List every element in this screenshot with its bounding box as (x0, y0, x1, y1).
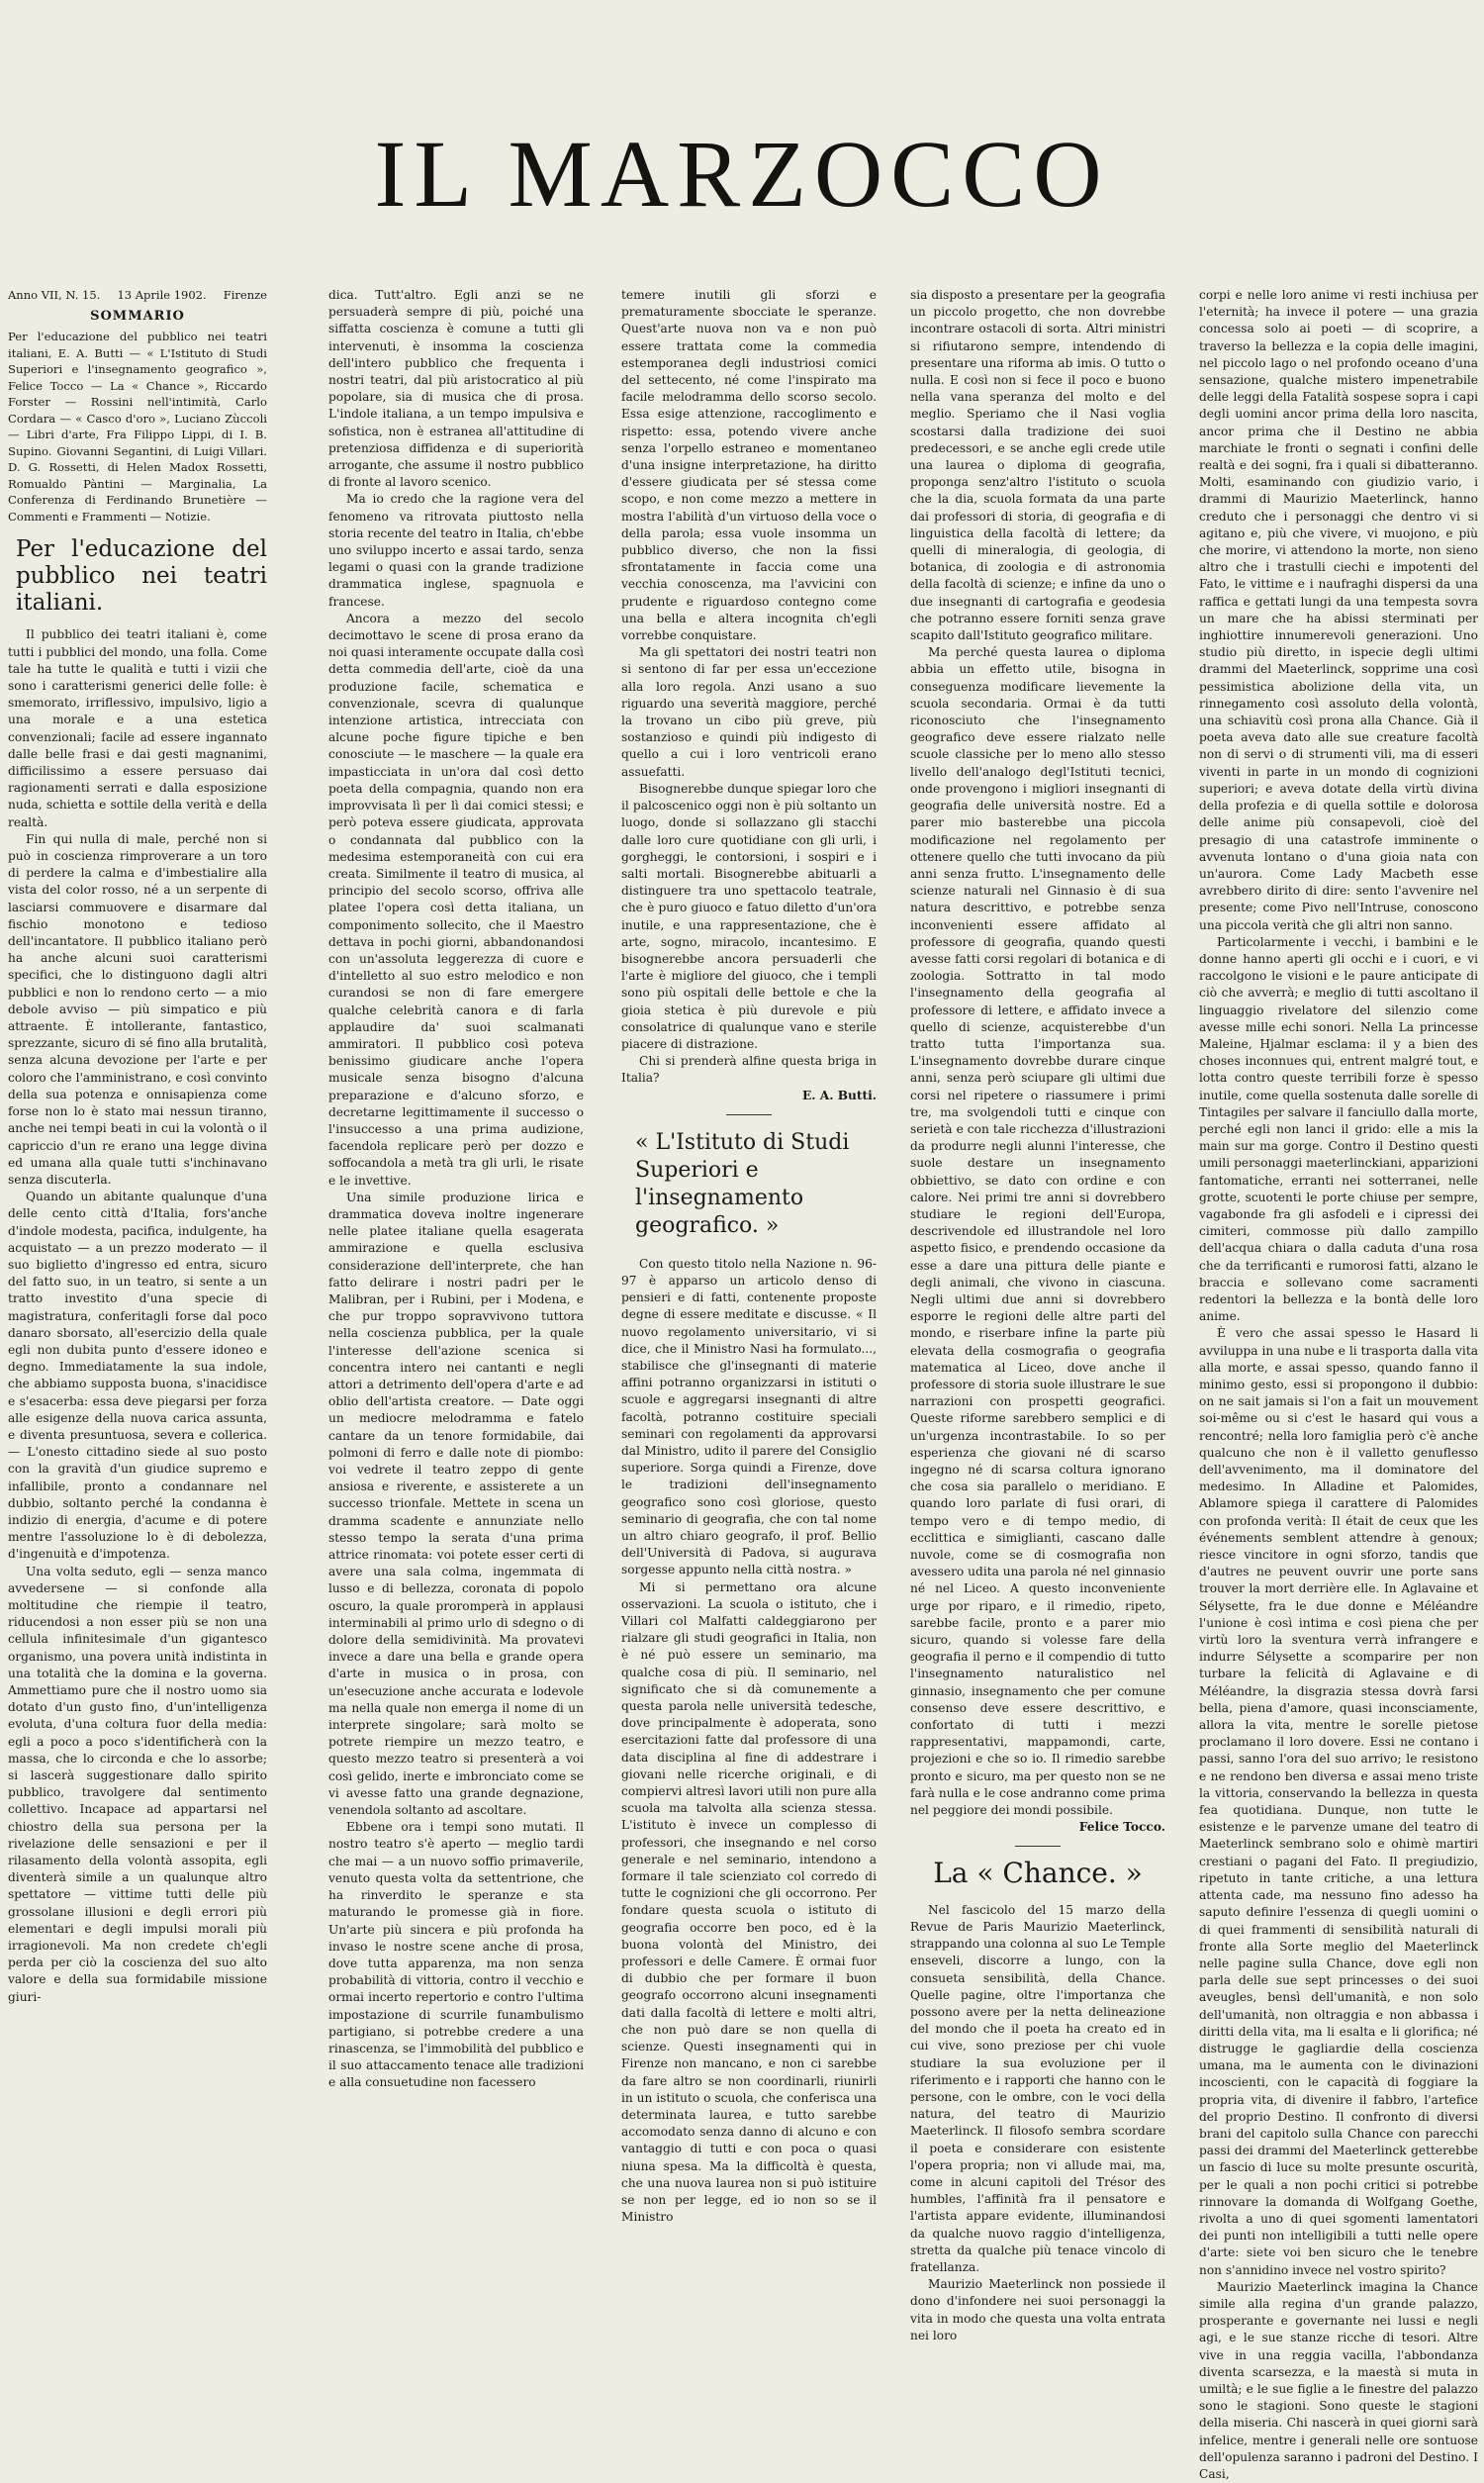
article-1-paragraph: Quando un abitante qualunque d'una delle cento città d'Italia, fors'anche d'indole modesta, pacifica, indulgente, ha acquistato — a un prezzo moderato — il suo biglietto d'ingresso ed entra, sicuro del fatto suo, in un teatro, si sente a un tratto investito d'una specie di magistratura, conferitagli forse dal poco danaro sborsato, all'esercizio della quale egli non dubita punto d'essere idoneo e degno. Immediatamente la sua indole, che abbiamo supposta buona, s'inacidisce e s'esacerba: essa deve piegarsi per forza alle esigenze della nuova carica assunta, e diventa presuntuosa, severa e collerica. — L'onesto cittadino siede al suo posto con la gravità d'un giudice supremo e infallibile, pronto a condannare nel dubbio, soltanto perché la condanna è indizio di energia, d'acume e di potere mentre l'assoluzione lo è di debolezza, d'ingenuità e d'impotenza. (8, 1190, 267, 1562)
issue-line (8, 287, 267, 304)
article-1-paragraph: Bisognerebbe dunque spiegar loro che il palcoscenico oggi non è più soltanto un luogo, donde si sollazzano gli stacchi dalle loro cure quotidiane con gli urli, i gorgheggi, le contorsioni, i sospiri e i salti mortali. Bisognerebbe abituarli a distinguere tra uno spettacolo teatrale, che è puro giuoco e fatuo diletto d'un'ora inutile, e una rappresentazione, che è arte, sogno, miracolo, incantesimo. E bisognerebbe ancora persuaderli che l'arte è migliore del giuoco, che i templi sono più ospitali delle bettole e che la gioia stetica è più durevole e più consolatrice di qualunque vano e sterile piacere di distrazione. (621, 781, 877, 1051)
article-3-paragraph: Maurizio Maeterlinck non possiede il dono d'infondere nei suoi personaggi la vita in modo che questa una volta entrata nei loro (910, 2277, 1165, 2342)
issue-number: Anno VII, N. 15. (8, 288, 101, 302)
column-2 (328, 287, 584, 2090)
masthead-title: IL MARZOCCO (374, 121, 1110, 227)
column-1 (8, 287, 267, 2009)
article-1-paragraph: Ancora a mezzo del secolo decimottavo le scene di prosa erano da noi quasi interamente occupate dalla così detta commedia dell'arte, cioè da una produzione facile, schematica e convenzionale, scevra di qualunque intenzione artistica, intrecciata con alcune poche figure tipiche e ben conosciute — le maschere — la quale era impasticciata in un'ora dal così detto poeta della compagnia, quando non era improvvisata lì per lì dai comici stessi; e però poteva essere giudicata, approvata o condannata dal pubblico con la medesima estemporaneità con cui era creata. Similmente il teatro di musica, al principio del secolo scorso, offriva alle platee l'opera così detta italiana, un componimento sollecito, che il Maestro dettava in pochi giorni, abbandonandosi con un'assoluta leggerezza di cuore e d'intelletto al suo estro melodico e non curandosi se non di fare emergere qualche celebrità canora e di farla applaudire da' suoi scalmanati ammiratori. Il pubblico così poteva benissimo giudicare anche l'opera musicale senza bisogno d'alcuna preparazione e d'alcuno sforzo, e decretarne legittimamente il successo o l'insuccesso a una prima audizione, facendola replicare però per dozzo e soffocandola a metà tra gli urli, le risate e le invettive. (328, 611, 584, 1188)
article-3-paragraph: corpi e nelle loro anime vi resti inchiusa per l'eternità; ha invece il potere — una grazia concessa solo ai poeti — di scoprire, a traverso la bellezza e la copia delle imagini, nel piccolo lago o nel profondo oceano d'una sensazione, qualche mistero impenetrabile delle leggi della Fatalità sospese sopra i capi degli uomini ancor prima della loro nascita, ancor prima che il Destino ne abbia marchiate le fronti o segnati i confini delle realtà e dei sogni, fra i quali si dibatteranno. Molti, esaminando con giudizio vario, i drammi di Maurizio Maeterlinck, hanno creduto che i personaggi che dentro vi si agitano e, più che vivere, vi muojono, e più che morire, vi attendono la morte, non sieno altro che i trastulli ciechi e impotenti del Fato, le vittime e i naufraghi dispersi da una raffica e gettati lungi da una tempesta sovra un mare che ha abissi sterminati per inghiottire innumerevoli generazioni. Uno studio più diretto, in ispecie degli ultimi drammi del Maeterlinck, sopprime una così pessimistica abolizione della vita, un rinnegamento così assoluto della volontà, una schiavitù così prona alla Chance. Già il poeta aveva dato alle sue creature facoltà non di servi o di strumenti vili, ma di esseri viventi in parte in un mondo di cognizioni superiori; e aveva dotate della virtù divina della profezia e di quella sottile e dolorosa delle anime più consapevoli, cioè del presagio di una catastrofe imminente o avvenuta lontano o d'una gioia nata con un'aurora. Come Lady Macbeth esse avrebbero dirito di dire: sento l'avvenire nel presente; come Pivo nell'Intruse, conoscono una piccola verità che gli altri non sanno. (1199, 288, 1478, 932)
article-2-paragraph: Ma perché questa laurea o diploma abbia un effetto utile, bisogna in conseguenza modificare lievemente la scuola secondaria. Ormai è da tutti riconosciuto che l'insegnamento geografico deve essere rialzato nelle scuole classiche per lo meno allo stesso livello dell'analogo degl'Istituti tecnici, onde provengono i migliori insegnanti di geografia delle università nostre. Ed a parer mio basterebbe una piccola modificazione nel regolamento per ottenere quello che tutti invocano da più anni senza frutto. L'insegnamento delle scienze naturali nel Ginnasio è di sua natura descrittivo, e potrebbe senza inconvenienti essere affidato al professore di geografia, quando questi avesse fatti corsi regolari di botanica e di zoologia. Sottratto in tal modo l'insegnamento della geografia al professore di lettere, e affidato invece a quello di scienze, acquisterebbe d'un tratto tutta l'importanza sua. L'insegnamento dovrebbe durare cinque anni, senza però sciupare gli ultimi due corsi nel ripetere o riassumere i primi tre, ma svolgendoli tutti e cinque con serietà e con tale ricchezza d'illustrazioni da produrre negli alunni l'interesse, che suole destare un insegnamento obbiettivo, se dato con ordine e con calore. Nei primi tre anni si dovrebbero studiare le regioni dell'Europa, descrivendole ed illustrandole nel loro aspetto fisico, e prendendo occasione da esse a dare una pittura delle piante e degli animali, che vivono in ciascuna. Negli ultimi due anni si dovrebbero esporre le regioni delle altre parti del mondo, e riserbare infine la parte più elevata della cosmografia o geografia matematica al Liceo, dove anche il professore di storia suole illustrare le sue narrazioni con prospetti geografici. Queste riforme sarebbero semplici e di un'urgenza incontrastabile. Io so per esperienza che giovani né di scarso ingegno né di scarsa coltura ignorano che cosa sia parallelo o meridiano. E quando loro parlate di fusi orari, di tempo vero e di tempo medio, di ecclittica e simiglianti, cascano dalle nuvole, come se di cosmografia non avessero udita una parola né nel ginnasio né nel Liceo. A questo inconveniente urge por riparo, e il rimedio, ripeto, sarebbe facile, pronto e a parer mio sicuro, quando si volesse fare della geografia il perno e il compendio di tutto l'insegnamento naturalistico nel ginnasio, insegnamento che per comune consenso deve essere descrittivo, e confortato di tutti i mezzi rappresentativi, mappamondi, carte, projezioni e che so io. Il rimedio sarebbe pronto e sicuro, ma per questo non se ne farà nulla e le cose andranno come prima nel peggiore dei mondi possibile. (910, 645, 1165, 1818)
issue-place: Firenze (223, 288, 267, 302)
article-2-paragraph: Con questo titolo nella Nazione n. 96-97 è apparso un articolo denso di pensieri e di fatti, contenente proposte degne di essere meditate e discusse. « Il nuovo regolamento universitario, vi si dice, che il Ministro Nasi ha formulato..., stabilisce che gl'insegnanti di materie affini potranno organizzarsi in istituti o scuole e aggregarsi insegnanti di altre facoltà, potranno costituire speciali seminari con regolamenti da approvarsi dal Ministro, udito il parere del Consiglio superiore. Sorga quindi a Firenze, dove le tradizioni dell'insegnamento geografico sono così gloriose, questo seminario di geografia, che con tal nome un altro chiaro geografo, il prof. Bellio dell'Università di Padova, si augurava sorgesse appunto nella città nostra. » (621, 1256, 877, 1577)
article-1-signature: E. A. Butti. (801, 1088, 877, 1102)
article-1-paragraph: Ma io credo che la ragione vera del fenomeno va ritrovata piuttosto nella storia recente del teatro in Italia, ch'ebbe uno sviluppo incerto e assai tardo, senza legami o quasi con la grande tradizione drammatica inglese, spagnuola e francese. (328, 492, 584, 609)
article-1-paragraph: Ma gli spettatori dei nostri teatri non si sentono di far per essa un'eccezione alla loro regola. Anzi usano a suo riguardo una severità maggiore, perché la trovano un cibo più greve, più sostanzioso e quindi più indigesto di quello a cui i loro ventricoli erano assuefatti. (621, 645, 877, 779)
divider (1015, 1846, 1061, 1847)
article-3-title: La « Chance. » (933, 1857, 1143, 1890)
article-1-paragraph: Una volta seduto, egli — senza manco avvedersene — si confonde alla moltitudine che riempie il teatro, riducendosi a non esser più se non una cellula infinitesimale d'un gigantesco organismo, una povera unità indistinta in una totalità che la domina e la governa. Ammettiamo pure che il nostro uomo sia dotato d'un gusto fino, d'un'intelligenza evoluta, d'una coltura fuor della media: egli a poco a poco s'identificherà con la massa, che lo circonda e che lo assorbe; si lascerà suggestionare dallo spirito pubblico, travolgere dal sentimento collettivo. Incapace ad appartarsi nel chiostro della sua persona per la rivelazione delle sensazioni e per il rilasamento della volontà assopita, egli diventerà simile a un qualunque altro spettatore — vittime tutti delle più grossolane illusioni e degli errori più elementari e degli impulsi morali più irragionevoli. Ma non credete ch'egli perda per ciò la coscienza del suo alto valore e della sua formidabile missione giuri- (8, 1564, 267, 2004)
article-2-signature: Felice Tocco. (1078, 1820, 1165, 1835)
article-2-paragraph: sia disposto a presentare per la geografia un piccolo progetto, che non dovrebbe incontrare ostacoli di sorta. Altri ministri si rifiutarono sempre, intendendo di presentare una riforma ab imis. O tutto o nulla. E così non si fece il poco e buono nella vana speranza del molto e del meglio. Speriamo che il Nasi voglia scostarsi dalla tradizione dei suoi predecessori, e se anche egli crede utile una laurea o diploma di geografia, proponga senz'altro l'istituto o scuola che la dia, scuola formata da una parte dai professori di storia, di geografia e di linguistica della facoltà di lettere; da quelli di mineralogia, di geologia, di botanica, di zoologia e di astronomia della facoltà di scienze; e infine da uno o due insegnanti di cartografia e geodesia che potranno essere forniti senza grave scapito dall'Istituto geografico militare. (910, 288, 1165, 643)
divider (726, 1114, 772, 1115)
article-2-paragraph: Mi si permettano ora alcune osservazioni. La scuola o istituto, che i Villari col Malfatti caldeggiarono per rialzare gli studi geografici in Italia, non è né può essere un seminario, ma qualche cosa di più. Il seminario, nel significato che si dà comunemente a questa parola nelle università tedesche, dove principalmente è adoperata, sono esercitazioni fatte dal professore di una data disciplina al fine di addestrare i giovani nelle ricerche originali, e di compiervi altresì lavori utili non pure alla scuola ma talvolta alla scienza stessa. L'istituto è invece un complesso di professori, che insegnando e nel corso generale e nel seminario, intendono a formare il tale scienziato col corredo di tutte le cognizioni che gli occorrono. Per fondare questa scuola o istituto di geografia occorre ben poco, ed è la buona volontà del Ministro, dei professori e delle Camere. È ormai fuor di dubbio che per formare il buon geografo occorrono alcuni insegnamenti dati dalla facoltà di lettere e molti altri, che non può dare se non quella di scienze. Questi insegnamenti qui in Firenze non mancano, e non ci sarebbe da fare altro se non coordinarli, riunirli in un istituto o scuola, che conferisca una determinata laurea, e tutto sarebbe accomodato senza danno di alcuno e con vantaggio di tutti e con poca o quasi niuna spesa. Ma la difficoltà è questa, che una nuova laurea non si può istituire se non per legge, ed io non so se il Ministro (621, 1579, 877, 2225)
issue-date: 13 Aprile 1902. (117, 288, 207, 302)
article-1-paragraph: Fin qui nulla di male, perché non si può in coscienza rimproverare a un toro di perdere la calma e d'imbestialire alla vista del color rosso, né a un serpente di lasciarsi commuovere e disarmare dal fischio monotono e tedioso dell'incantatore. Il pubblico italiano però ha anche alcuni suoi caratterismi specifici, che lo distinguono dagli altri pubblici e non lo rendono certo — a mio debole avviso — più simpatico e più attraente. È intollerante, fantastico, sprezzante, sicuro di sé fino alla brutalità, senza alcuna devozione per l'arte e per coloro che l'amministrano, e così convinto della sua potenza e onnisapienza come forse non lo è stato mai nessun tiranno, anche nei tempi beati in cui la volontà o il capriccio d'un re erano una legge divina ed umana alla quale tutti s'inchinavano senza discuterla. (8, 831, 267, 1187)
article-1-paragraph: Ebbene ora i tempi sono mutati. Il nostro teatro s'è aperto — meglio tardi che mai — a un nuovo soffio primaverile, venuto questa volta da settentrione, che ha rinverdito le speranze e sta maturando le promesse già in fiore. Un'arte più sincera e più profonda ha invaso le nostre scene anche di prosa, dove tutta apparenza, ma non senza probabilità di vittoria, contro il vecchio e ormai incerto repertorio e contro l'ultima impostazione di scurrile funambulismo partigiano, si potrebbe credere a una rinascenza, se l'immobilità del pubblico e il suo attaccamento tenace alle tradizioni e alla consuetudine non facessero (328, 1820, 584, 2090)
article-1-paragraph: Chi si prenderà alfine questa briga in Italia? (621, 1054, 877, 1086)
column-4 (910, 287, 1165, 2342)
sommario-body: Per l'educazione del pubblico nei teatri italiani, E. A. Butti — « L'Istituto di Studi Superiori e l'insegnamento geografico », Felice Tocco — La « Chance », Riccardo Forster — Rossini nell'intimità, Carlo Cordara — « Casco d'oro », Luciano Zùccoli — Libri d'arte, Fra Filippo Lippi, di I. B. Supino. Giovanni Segantini, di Luigi Villari. D. G. Rossetti, di Helen Madox Rossetti, Romualdo Pàntini — Marginalia, La Conferenza di Ferdinando Brunetière — Commenti e Frammenti — Notizie. (8, 330, 267, 524)
article-1-title: Per l'educazione del pubblico nei teatri italiani. (16, 536, 267, 617)
column-3 (621, 287, 877, 2225)
article-3-paragraph: Maurizio Maeterlinck imagina la Chance simile alla regina d'un grande palazzo, prosperante e governante nei lussi e negli agi, e le sue stanze ricche di tesori. Altre vive in una reggia vacilla, l'abbondanza diventa scarsezza, e la maestà si muta in umiltà; e le sue figlie a le finestre del palazzo sono le stagioni. Sono queste le stagioni della miseria. Chi nascerà in quei giorni sarà infelice, mentre i generali nelle ore sontuose dell'opulenza saranno i padroni del Destino. I Casi, (1199, 2279, 1478, 2481)
article-3-paragraph: Particolarmente i vecchi, i bambini e le donne hanno aperti gli occhi e i cuori, e vi raccolgono le visioni e le paure anticipate di ciò che avverrà; e meglio di tutti ascoltano il linguaggio rivelatore del silenzio come avesse mille echi sonori. Nella La princesse Maleine, Hjalmar esclama: il y a bien des choses inconnues qui, entrent malgré tout, e lotta contro queste terribili forze è spesso inutile, come quella sostenuta dalle sorelle di Tintagiles per salvare il fanciullo dalla morte, perché egli non lanci il grido: elle a mis la main sur ma gorge. Contro il Destino questi umili personaggi maeterlinckiani, apparizioni fantomatiche, erranti nei sotterranei, nelle grotte, scuotenti le porte chiuse per sempre, vagabonde fra gli asfodeli e i cipressi dei cimiteri, commosse più dallo zampillo dell'acqua chiara o dalla caduta d'una rosa che da terrificanti e rumorosi fatti, alzano le braccia e sollevano come sacramenti redentori la bellezza e la bontà delle loro anime. (1199, 934, 1478, 1324)
article-1-paragraph: dica. Tutt'altro. Egli anzi se ne persuaderà sempre di più, poiché una siffatta coscienza è comune a tutti gli intervenuti, è insomma la coscienza dell'intero pubblico che frequenta i nostri teatri, dal più aristocratico al più popolare, sia di musica che di prosa. L'indole italiana, a un tempo impulsiva e sofistica, non è estranea all'attitudine di pretenziosa diffidenza e di superiorità arrogante, che assume il nostro pubblico di fronte al lavoro scenico. (328, 288, 584, 490)
column-5 (1199, 287, 1478, 2481)
article-2-title: « L'Istituto di Studi Superiori e l'insegnamento geografico. » (635, 1129, 850, 1238)
article-3-paragraph: È vero che assai spesso le Hasard li avviluppa in una nube e li trasporta dalla vita alla morte, e assai spesso, quando fanno il minimo gesto, essi si propongono il dubbio: on ne sait jamais si l'on a fait un mouvement soi-même ou si c'est le hasard qui vous a rencontré; nella loro famiglia però c'è anche qualcuno che non è il valletto genuflesso dell'avvenimento, ma il dominatore del medesimo. In Alladine et Palomides, Ablamore spiega il carattere di Palomides con profonda verità: Il était de ceux que les événements semblent attendre à genoux; riesce vincitore in ogni sforzo, tandis que d'autres ne peuvent ouvrir une porte sans trouver la mort derrière elle. In Aglavaine et Sélysette, fra le due donne e Méléandre l'unione è così intima e così piena che per virtù loro la sventura verrà infrangere e indurre Sélysette a scomparire per non turbare la felicità di Aglavaine e di Méléandre, la disgrazia stessa dovrà farsi bella, piena d'amore, quasi inconsciamente, allora la vita, mentre le sorelle pietose proclamano il loro dovere. Essi ne contano i passi, sanno l'ora del suo arrivo; le resistono e ne rendono ben diversa e assai meno triste la vittoria, conservando la bellezza in questa fea quotidiana. Dunque, non tutte le esistenze e le parvenze umane del teatro di Maeterlinck sembrano solo e ohimè martiri crestiani o pagani del Fato. Il pregiudizio, ripetuto in tante critiche, a una lettura attenta cade, ma nessuno fino adesso ha saputo definire l'essenza di quegli uomini o di quei frammenti di sensibilità naturali di fronte alla Sorte meglio del Maeterlinck nelle pagine sulla Chance, dove egli non parla delle sue sept princesses o dei suoi aveugles, bensì dell'umanità, e non solo dell'umanità, non oltraggia e non abbassa i diritti della vita, ma li esalta e li glorifica; né distrugge le gagliardie della coscienza umana, ma le aumenta con le divinazioni incoscienti, con le capacità di foggiare la propria vita, di divenire il fabbro, l'artefice del proprio Destino. Il confronto di diversi brani del capitolo sulla Chance con parecchi passi dei drammi del Maeterlinck getterebbe un fascio di luce su molte presunte oscurità, per le quali a non pochi critici si potrebbe rinnovare la domanda di Wolfgang Goethe, rivolta a uno di quei sgomenti lamentatori dei punti non intelligibili a tutti nelle opere d'arte: siete voi ben sicuro che le tenebre non s'annidino invece nel vostro spirito? (1199, 1326, 1478, 2277)
article-1-paragraph: temere inutili gli sforzi e prematuramente sbocciate le speranze. Quest'arte nuova non va e non può essere trattata come la commedia estemporanea degli industriosi comici del settecento, né come l'inspirato ma facile melodramma dello scorso secolo. Essa esige attenzione, raccoglimento e rispetto: essa, potendo vivere anche senza l'orpello estraneo e momentaneo d'una insigne interpretazione, ha diritto d'essere giudicata per sé stessa come scopo, e non come mezzo a mettere in mostra l'abilità d'un virtuoso della voce o della parola; essa vuole insomma un pubblico diverso, che non la fissi sfrontatamente in faccia come una vecchia conoscenza, ma l'avvicini con prudente e riguardoso contegno come una bella e altera incognita ch'egli vorrebbe conquistare. (621, 288, 877, 643)
sommario-title: SOMMARIO (90, 309, 185, 325)
article-3-paragraph: Nel fascicolo del 15 marzo della Revue de Paris Maurizio Maeterlinck, strappando una colonna al suo Le Temple enseveli, discorre a lungo, con la consueta sensibilità, della Chance. Quelle pagine, oltre l'importanza che possono avere per la netta delineazione del mondo che il poeta ha creato ed in cui vive, sono preziose per chi vuole studiare la sua evoluzione per il riferimento e i rapporti che hanno con le persone, con le ombre, con le voci della natura, del teatro di Maurizio Maeterlinck. Il filosofo sembra scordare il poeta e considerare con esistente l'opera propria; non vi allude mai, ma, come in alcuni capitoli del Trésor des humbles, l'affinità fra il pensatore e l'artista appare evidente, illuminandosi da qualche nuovo raggio d'intelligenza, stretta da qualche più tenace vincolo di fratellanza. (910, 1902, 1165, 2274)
article-1-paragraph: Una simile produzione lirica e drammatica doveva inoltre ingenerare nelle platee italiane quella esagerata ammirazione e quella esclusiva considerazione dell'interprete, che han fatto delirare i nostri padri per le Malibran, per i Rubini, per i Modena, e che pur troppo sopravvivono tuttora nella coscienza pubblica, per la quale l'interesse dell'azione scenica si concentra intero nei cantanti e negli attori a detrimento dell'opera d'arte e ad oblio dell'artista creatore. — Date oggi un mediocre melodramma e fatelo cantare da un tenore formidabile, dai polmoni di ferro e dalle note di piombo: voi vedrete il teatro zeppo di gente ansiosa e riverente, e assisterete a un successo trionfale. Mettete in scena un dramma scadente e annunziate nello stesso tempo la serata d'una prima attrice rinomata: voi potete esser certi di avere una sala colma, ingemmata di lusso e di bellezza, coronata di popolo oscuro, la quale proromperà in applausi interminabili al primo urlo di sdegno o di dolore della semidivinità. Ma provatevi invece a dare una bella e grande opera d'arte in musica o in prosa, con un'esecuzione anche accurata e lodevole ma nella quale non emerga il nome di un interprete singolare; sarà molto se potrete riempire un mezzo teatro, e questo mezzo teatro si presenterà a voi così gelido, inerte e imbronciato come se vi avesse fatto una grande degnazione, venendola soltanto ad ascoltare. (328, 1190, 584, 1818)
article-1-paragraph: Il pubblico dei teatri italiani è, come tutti i pubblici del mondo, una folla. Come tale ha tutte le qualità e tutti i vizii che sono i caratterismi generici delle folle: è smemorato, irriflessivo, impulsivo, ligio a una morale e a una estetica convenzionali; facile ad essere ingannato dalle belle frasi e dai gesti magnanimi, difficilissimo a essere persuaso dai ragionamenti serrati e dalla esposizione nuda, schietta e sottile della verità e della realtà. (8, 627, 267, 829)
